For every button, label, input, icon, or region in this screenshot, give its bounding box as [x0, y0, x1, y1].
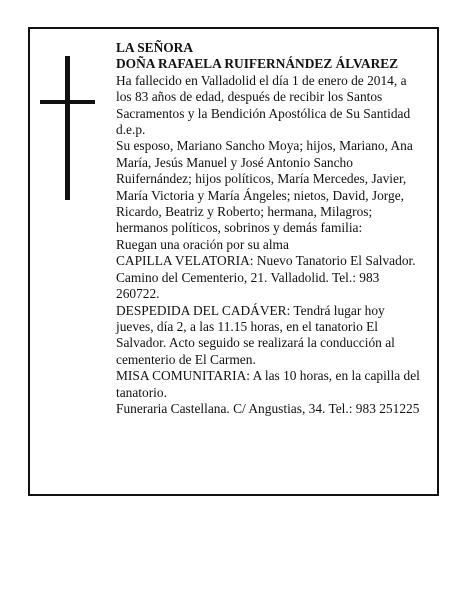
obituary-heading: LA SEÑORA: [116, 40, 194, 55]
mass-info: MISA COMUNITARIA: A las 10 horas, en la capilla del tanatorio.: [116, 368, 420, 400]
cross-horizontal-bar: [40, 100, 95, 104]
farewell-info: DESPEDIDA DEL CADÁVER: Tendrá lugar hoy jueves, día 2, a las 11.15 horas, en el tanatorio El Salvador. Acto seguido se realizará la conducción al cementerio de El Carmen.: [116, 302, 395, 367]
deceased-name: DOÑA RAFAELA RUIFERNÁNDEZ ÁLVAREZ: [116, 56, 399, 72]
obituary-notice: [28, 27, 439, 496]
prayer-request: Ruegan una oración por su alma: [116, 236, 289, 252]
cross-vertical-bar: [65, 56, 70, 200]
funeral-home-info: Funeraria Castellana. C/ Angustias, 34. Tel.: 983 251225: [116, 400, 420, 416]
wake-chapel-info: CAPILLA VELATORIA: Nuevo Tanatorio El Salvador. Camino del Cementerio, 21. Valladolid. Tel.: 983 260722.: [116, 253, 416, 302]
death-announcement: Ha fallecido en Valladolid el día 1 de enero de 2014, a los 83 años de edad, después de recibir los Santos Sacramentos y la Bendición Apostólica de Su Santidad d.e.p.: [116, 72, 411, 138]
family-list: Su esposo, Mariano Sancho Moya; hijos, Mariano, Ana María, Jesús Manuel y José Antonio Sancho Ruifernández; hijos políticos, María Mercedes, Javier, María Victoria y María Ángeles; nietos, David, Jorge, Ricardo, Beatriz y Roberto; hermana, Milagros; hermanos políticos, sobrinos y demás familia:: [116, 138, 413, 236]
cross-icon: [40, 56, 94, 200]
obituary-text: [116, 40, 424, 417]
